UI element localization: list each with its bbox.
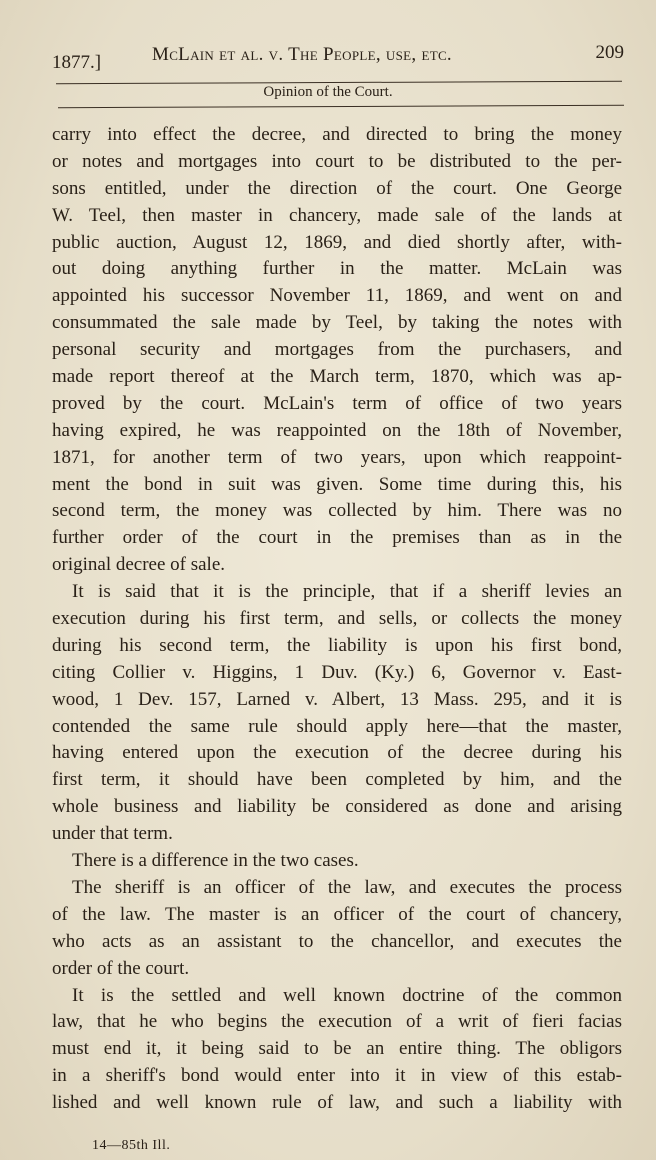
text-line: sons entitled, under the direction of the court. One George [52, 177, 622, 199]
header-case-title: McLain et al. v. The People, use, etc. [152, 44, 452, 65]
text-line: during his second term, the liability is upon his first bond, [52, 634, 622, 656]
text-line: of the law. The master is an officer of the court of chancery, [52, 903, 622, 925]
text-line: carry into effect the decree, and directed to bring the money [52, 124, 622, 145]
text-line: or notes and mortgages into court to be distributed to the per- [52, 150, 622, 172]
text-line: law, that he who begins the execution of a writ of fieri facias [52, 1011, 622, 1033]
text-line: proved by the court. McLain's term of office of two years [52, 392, 622, 414]
text-line: personal security and mortgages from the purchasers, and [52, 339, 622, 361]
signature-mark: 14—85th Ill. [92, 1138, 171, 1153]
text-line: who acts as an assistant to the chancellor, and executes the [52, 930, 622, 952]
text-line: There is a difference in the two cases. [72, 850, 359, 872]
text-line: appointed his successor November 11, 1869, and went on and [52, 285, 622, 307]
text-line: contended the same rule should apply here—that the master, [52, 715, 622, 737]
text-line: must end it, it being said to be an entire thing. The obligors [52, 1038, 622, 1060]
text-line: having expired, he was reappointed on the 18th of November, [52, 419, 622, 441]
text-line: under that term. [52, 823, 173, 845]
header-year: 1877.] [52, 52, 102, 73]
text-line: 1871, for another term of two years, upon which reappoint- [52, 446, 622, 468]
text-line: order of the court. [52, 957, 190, 979]
header-rule-bottom [58, 105, 624, 108]
opinion-body [52, 122, 622, 1117]
text-line: citing Collier v. Higgins, 1 Duv. (Ky.) 6, Governor v. East- [52, 661, 622, 683]
text-line: It is the settled and well known doctrine of the common [72, 984, 622, 1006]
text-line: public auction, August 12, 1869, and died shortly after, with- [52, 231, 622, 253]
text-line: wood, 1 Dev. 157, Larned v. Albert, 13 Mass. 295, and it is [52, 688, 622, 710]
text-line: out doing anything further in the matter. McLain was [52, 258, 622, 280]
running-head [52, 40, 624, 73]
section-heading: Opinion of the Court. [263, 84, 393, 100]
text-line: made report thereof at the March term, 1870, which was ap- [52, 366, 622, 388]
page-number: 209 [595, 42, 624, 63]
text-line: execution during his first term, and sells, or collects the money [52, 608, 622, 630]
text-line: W. Teel, then master in chancery, made sale of the lands at [52, 204, 622, 226]
text-line: whole business and liability be considered as done and arising [52, 796, 622, 818]
text-line: It is said that it is the principle, that if a sheriff levies an [72, 581, 622, 603]
text-line: consummated the sale made by Teel, by taking the notes with [52, 312, 622, 334]
text-line: lished and well known rule of law, and such a liability with [52, 1092, 622, 1114]
text-line: ment the bond in suit was given. Some time during this, his [52, 473, 622, 495]
text-line: The sheriff is an officer of the law, and executes the process [72, 876, 622, 898]
text-line: having entered upon the execution of the decree during his [52, 742, 622, 764]
text-line: original decree of sale. [52, 554, 226, 576]
text-line: in a sheriff's bond would enter into it in view of this estab- [52, 1065, 622, 1087]
text-line: first term, it should have been completed by him, and the [52, 769, 622, 791]
text-line: second term, the money was collected by him. There was no [52, 500, 622, 522]
text-line: further order of the court in the premises than as in the [52, 527, 622, 549]
